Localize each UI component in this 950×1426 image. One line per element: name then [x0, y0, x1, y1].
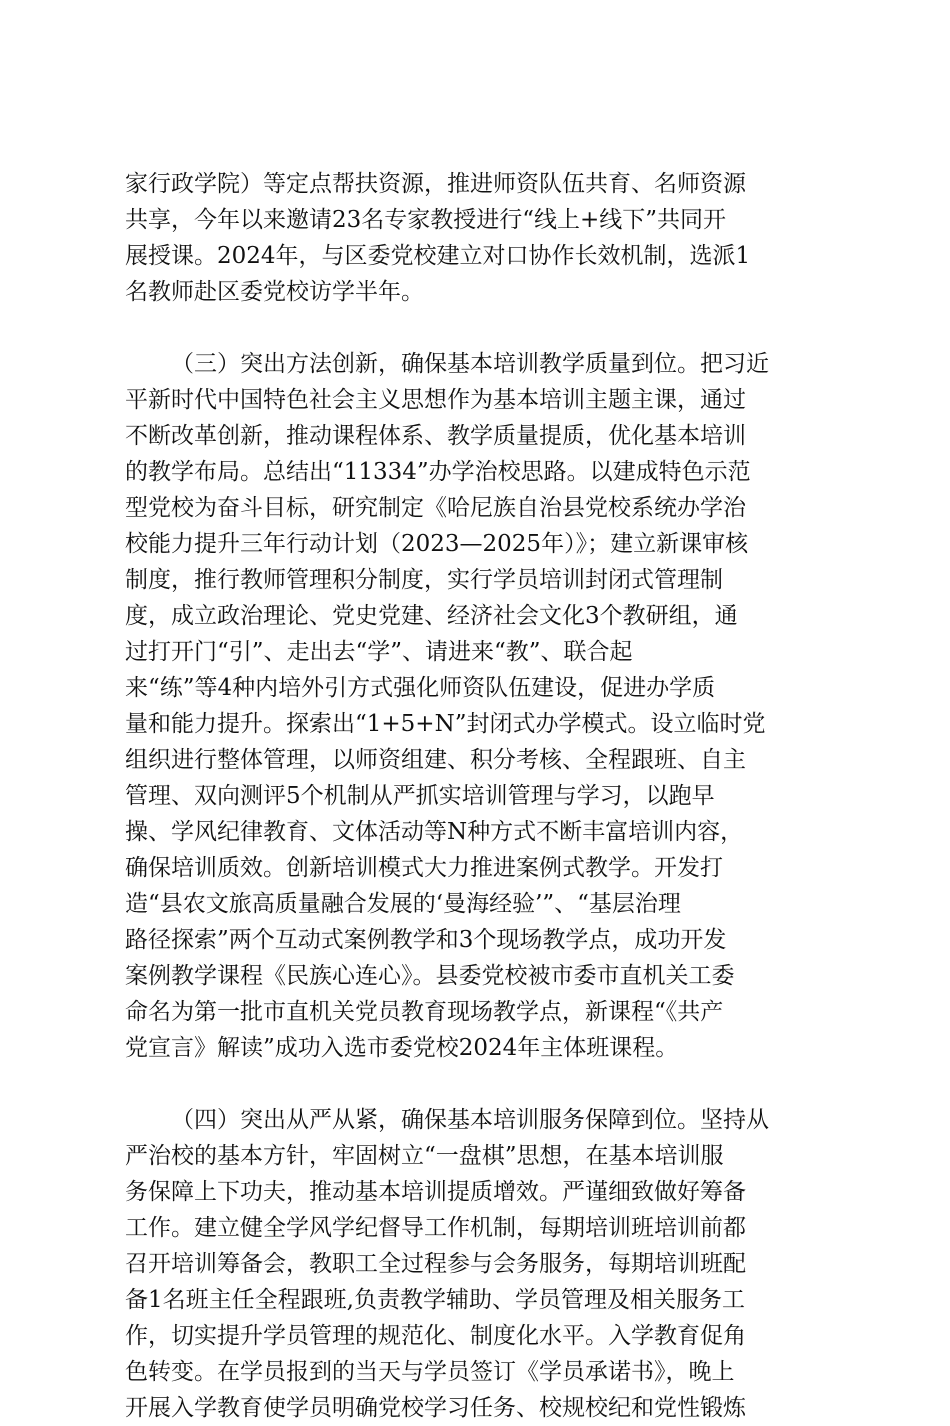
text-line: 展授课。2024年，与区委党校建立对口协作长效机制，选派1	[125, 243, 751, 269]
text-line: 造“县农文旅高质量融合发展的‘曼海经验’”、“基层治理	[125, 891, 681, 917]
text-line: 严治校的基本方针，牢固树立“一盘棋”思想，在基本培训服	[125, 1143, 724, 1169]
text-line: 党宣言》解读”成功入选市委党校2024年主体班课程。	[125, 1035, 679, 1061]
text-line: 校能力提升三年行动计划（2023—2025年）》；建立新课审核	[125, 531, 749, 557]
text-line: 共享，今年以来邀请23名专家教授进行“线上+线下”共同开	[125, 207, 727, 233]
text-line: 务保障上下功夫，推动基本培训提质增效。严谨细致做好筹备	[125, 1179, 746, 1205]
text-line: 型党校为奋斗目标，研究制定《哈尼族自治县党校系统办学治	[125, 495, 746, 521]
paragraph-section-four	[125, 1102, 825, 1426]
paragraph-section-three	[125, 346, 825, 1066]
text-line: 过打开门“引”、走出去“学”、请进来“教”、联合起	[125, 639, 633, 665]
text-line: 命名为第一批市直机关党员教育现场教学点，新课程“《共产	[125, 999, 724, 1025]
text-line: 的教学布局。总结出“11334”办学治校思路。以建成特色示范	[125, 459, 751, 485]
text-line: 制度，推行教师管理积分制度，实行学员培训封闭式管理制	[125, 567, 723, 593]
text-line: 作，切实提升学员管理的规范化、制度化水平。入学教育促角	[125, 1323, 746, 1349]
text-line: 召开培训筹备会，教职工全过程参与会务服务，每期培训班配	[125, 1251, 746, 1277]
text-line: 管理、双向测评5个机制从严抓实培训管理与学习，以跑早	[125, 783, 715, 809]
text-line: 名教师赴区委党校访学半年。	[125, 279, 424, 305]
text-line: 确保培训质效。创新培训模式大力推进案例式教学。开发打	[125, 855, 723, 881]
text-line: 不断改革创新，推动课程体系、教学质量提质，优化基本培训	[125, 423, 746, 449]
text-line: 工作。建立健全学风学纪督导工作机制，每期培训班培训前都	[125, 1215, 746, 1241]
text-line: 备1名班主任全程跟班,负责教学辅助、学员管理及相关服务工	[125, 1287, 745, 1313]
text-line: 家行政学院）等定点帮扶资源，推进师资队伍共育、名师资源	[125, 171, 746, 197]
document-body	[125, 166, 825, 1426]
text-line: （四）突出从严从紧，确保基本培训服务保障到位。坚持从	[171, 1107, 769, 1133]
paragraph-continuation	[125, 166, 825, 310]
text-line: 度，成立政治理论、党史党建、经济社会文化3个教研组，通	[125, 603, 738, 629]
text-line: 色转变。在学员报到的当天与学员签订《学员承诺书》，晚上	[125, 1359, 735, 1385]
text-line: 开展入学教育使学员明确党校学习任务、校规校纪和党性锻炼	[125, 1395, 746, 1421]
text-line: 操、学风纪律教育、文体活动等N种方式不断丰富培训内容，	[125, 819, 744, 845]
paragraph-spacing	[125, 310, 825, 346]
paragraph-spacing	[125, 1066, 825, 1102]
text-line: 路径探索”两个互动式案例教学和3个现场教学点，成功开发	[125, 927, 727, 953]
text-line: 组织进行整体管理，以师资组建、积分考核、全程跟班、自主	[125, 747, 746, 773]
text-line: 案例教学课程《民族心连心》。县委党校被市委市直机关工委	[125, 963, 735, 989]
text-line: （三）突出方法创新，确保基本培训教学质量到位。把习近	[171, 351, 769, 377]
text-line: 量和能力提升。探索出“1+5+N”封闭式办学模式。设立临时党	[125, 711, 766, 737]
text-line: 平新时代中国特色社会主义思想作为基本培训主题主课，通过	[125, 387, 746, 413]
text-line: 来“练”等4种内培外引方式强化师资队伍建设，促进办学质	[125, 675, 716, 701]
